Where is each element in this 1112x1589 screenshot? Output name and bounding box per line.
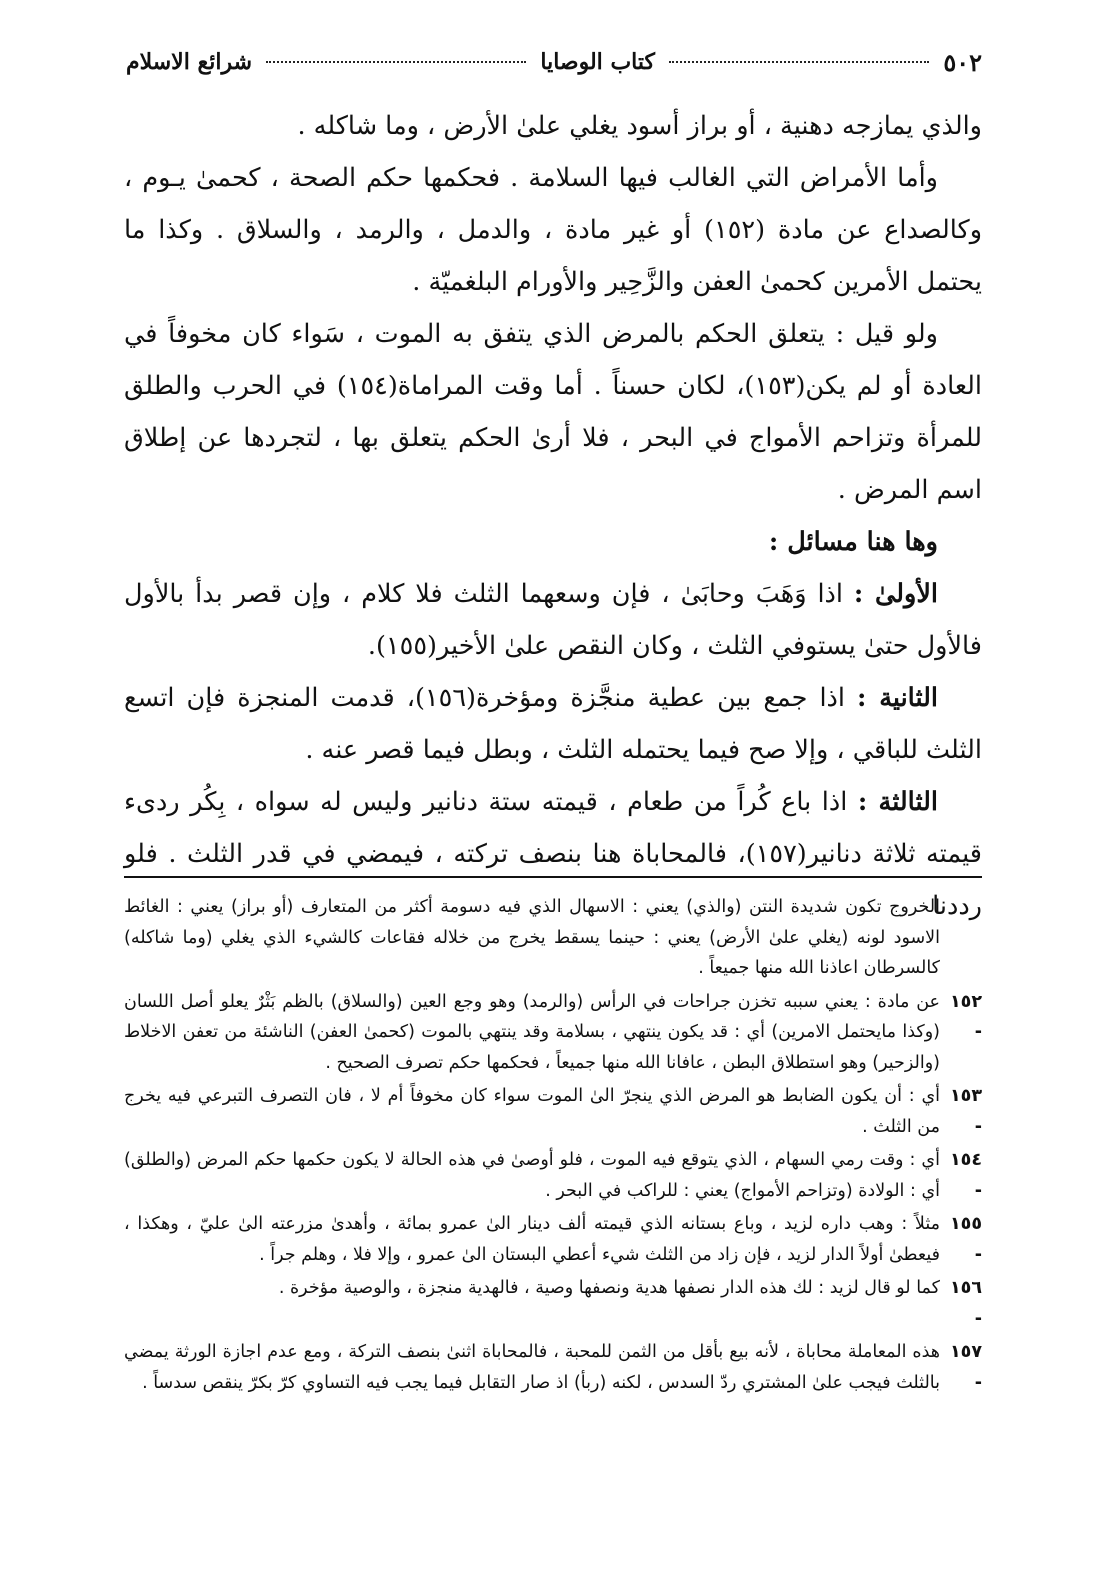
issue-lead: الثانية : [857,683,938,713]
footnote-number: ١٥٦ - [949,1278,982,1329]
footnote [124,1081,982,1142]
footnote-number: ١٥٧ - [949,1342,982,1393]
issue-lead: الثالثة : [857,787,938,817]
footnote [124,892,982,984]
footnote [124,1273,982,1334]
book-title: شرائع الاسلام [126,49,253,75]
footnote-text: هذه المعاملة محاباة ، لأنه بيع بأقل من الثمن للمحبة ، فالمحاباة اثنىٰ بنصف التركة ، ومع عدم اجازة الورثة يمضي بالثلث فيجب علىٰ المشتري ردّ السدس ، لكنه (ربأ) اذ صار التقابل فيما يجب فيه التساوي كرّ بكرّ ينقص سدساً . [124,1342,940,1393]
chapter-title: كتاب الوصايا [540,49,655,75]
footnote-number: ١٥٣ - [949,1086,982,1137]
footnote-text: عن مادة : يعني سببه تخزن جراحات في الرأس (والرمد) وهو وجع العين (والسلاق) بالظم بَثْرٌ يعلو أصل اللسان (وكذا مايحتمل الامرين) أي : قد يكون ينتهي ، بسلامة وقد ينتهي بالموت (كحمىٰ العفن) الناشئة من تعفن الاخلاط (والزحير) وهو استطلاق البطن ، عافانا الله منها جميعاً ، فحكمها حكم تصرف الصحيح . [124,991,940,1073]
footnote-text: مثلاً : وهب داره لزيد ، وباع بستانه الذي قيمته ألف دينار الىٰ عمرو بمائة ، وأهدىٰ مزرعته الىٰ عليّ ، وهكذا ، فيعطىٰ أولاً الدار لزيد ، فإن زاد من الثلث شيء أعطي البستان الىٰ عمرو ، وإلا فلا ، وهلم جراً . [124,1214,940,1265]
footnote-text: كما لو قال لزيد : لك هذه الدار نصفها هدية ونصفها وصية ، فالهدية منجزة ، والوصية مؤخرة . [278,1278,940,1298]
issue-paragraph [124,672,982,776]
footnote-number: ١٥٤ - [949,1150,982,1201]
paragraph: والذي يمازجه دهنية ، أو براز أسود يغلي علىٰ الأرض ، وما شاكله . [297,111,982,141]
header-dotted-leader [669,61,929,63]
issue-lead: الأولىٰ : [853,579,938,609]
page-number: ٥٠٢ [943,47,982,77]
footnote-number: ١٥٥ - [949,1214,982,1265]
section-heading: وها هنا مسائل : [768,527,938,557]
issue-text: اذا جمع بين عطية منجَّزة ومؤخرة(١٥٦)، قدمت المنجزة فإن اتسع الثلث للباقي ، وإلا صح فيما يحتمله الثلث ، وبطل فيما قصر عنه . [124,683,982,765]
footnote-number [940,892,982,984]
header-dotted-leader [266,61,526,63]
page-header [126,44,982,80]
footnote-text: أي : أن يكون الضابط هو المرض الذي ينجرّ الىٰ الموت سواء كان مخوفاً أم لا ، فان التصرف التبرعي فيه يخرج من الثلث . [124,1086,940,1137]
footnote [124,1337,982,1398]
footnote [124,1145,982,1206]
main-text [124,100,982,932]
issue-paragraph [124,568,982,672]
footnote [124,1209,982,1270]
footnote-text: الخروج تكون شديدة النتن (والذي) يعني : الاسهال الذي فيه دسومة أكثر من المتعارف (أو براز) يعني : الغائط الاسود لونه (يغلي علىٰ الأرض) يعني : حينما يسقط يخرج من خلاله فقاعات كالشيء الذي يغلي (وما شاكله) كالسرطان اعاذنا الله منها جميعاً . [124,897,940,978]
footnote [124,987,982,1079]
footnotes [124,892,982,1401]
issue-text: اذا وَهَبَ وحابَىٰ ، فإن وسعهما الثلث فلا كلام ، وإن قصر بدأ بالأول فالأول حتىٰ يستوفي الثلث ، وكان النقص علىٰ الأخير(١٥٥). [124,579,982,661]
issue-text: اذا باع كُراً من طعام ، قيمته ستة دنانير وليس له سواه ، بِكُر ردىء قيمته ثلاثة دنانير(١٥٧)، فالمحاباة هنا بنصف تركته ، فيمضي في قدر الثلث . فلو رددنا [124,787,982,921]
paragraph: وأما الأمراض التي الغالب فيها السلامة . فحكمها حكم الصحة ، كحمىٰ يـوم ، وكالصداع عن مادة (١٥٢) أو غير مادة ، والدمل ، والرمد ، والسلاق . وكذا ما يحتمل الأمرين كحمىٰ العفن والزَّحِير والأورام البلغميّة . [124,163,983,297]
footnote-text: أي : وقت رمي السهام ، الذي يتوقع فيه الموت ، فلو أوصىٰ في هذه الحالة لا يكون حكمها حكم المرض (والطلق) أي : الولادة (وتزاحم الأمواج) يعني : للراكب في البحر . [124,1150,940,1201]
footnote-separator [124,876,982,878]
footnote-number: ١٥٢ - [949,991,982,1042]
paragraph: ولو قيل : يتعلق الحكم بالمرض الذي يتفق به الموت ، سَواء كان مخوفاً في العادة أو لم يكن(١٥٣)، لكان حسناً . أما وقت المراماة(١٥٤) في الحرب والطلق للمرأة وتزاحم الأمواج في البحر ، فلا أرىٰ الحكم يتعلق بها ، لتجردها عن إطلاق اسم المرض . [124,319,982,505]
